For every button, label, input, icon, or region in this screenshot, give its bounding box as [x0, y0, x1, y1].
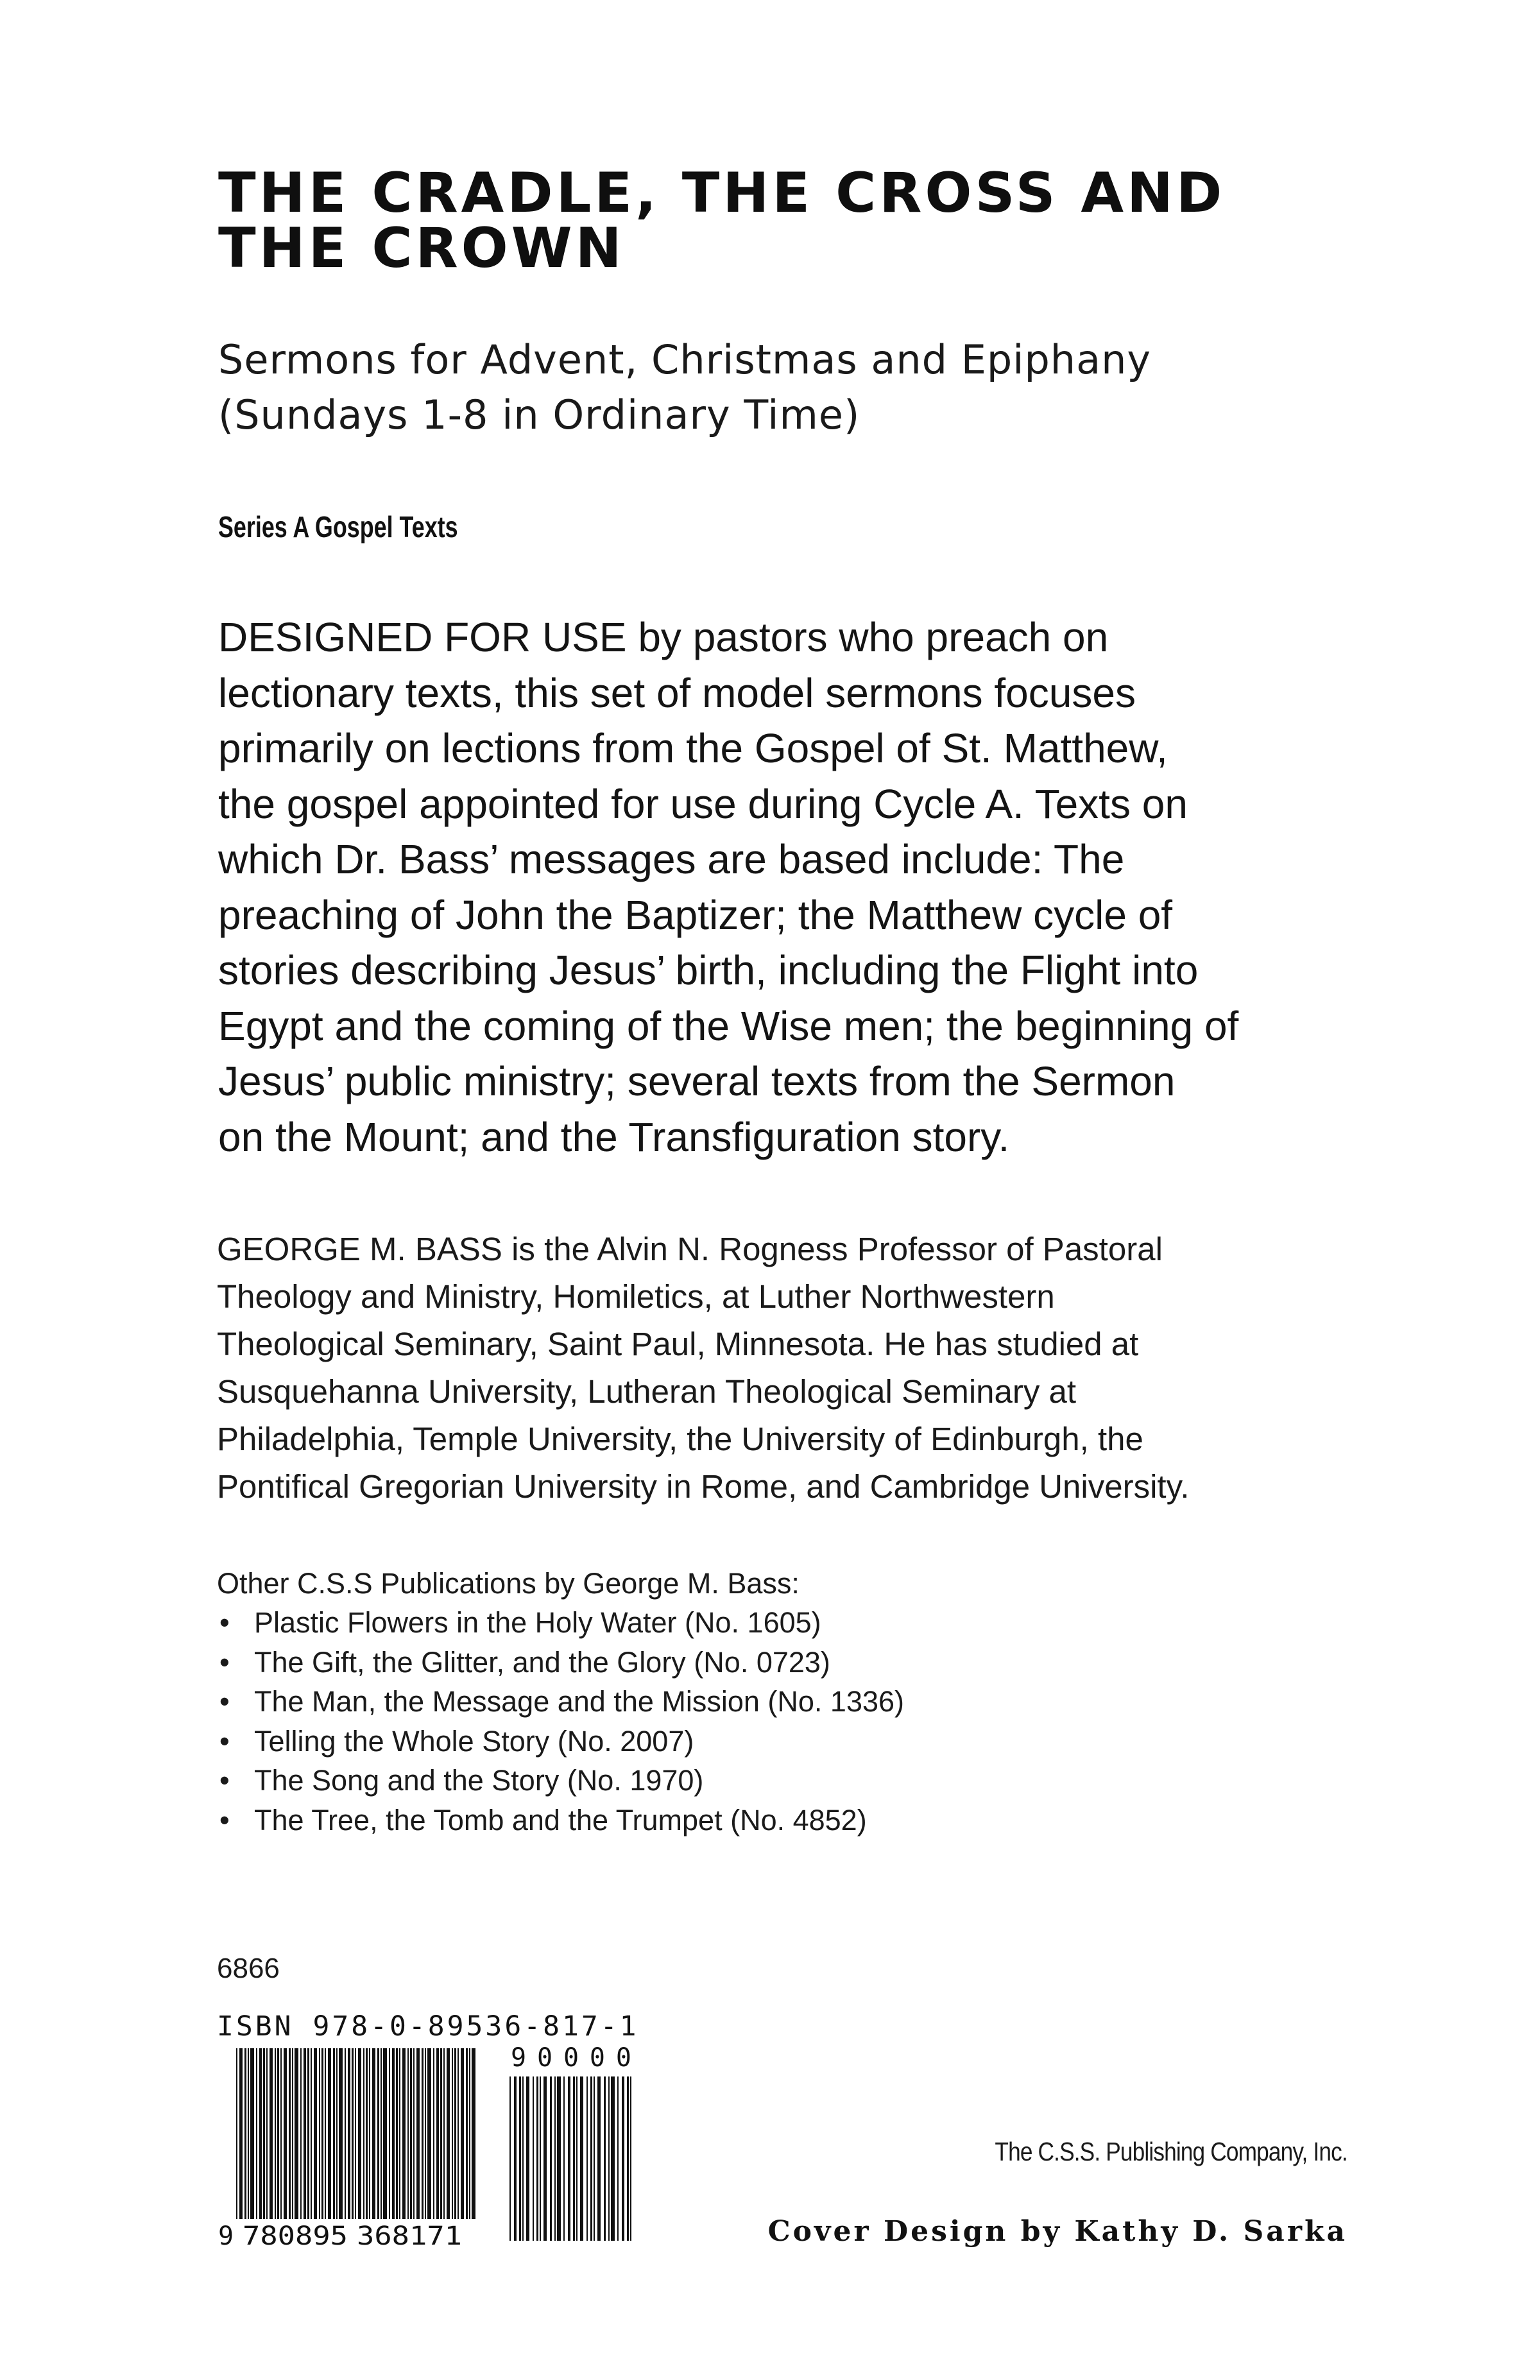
barcode-bar [452, 2048, 453, 2219]
barcode-bar [319, 2048, 320, 2219]
publication-item [217, 1643, 1308, 1682]
barcode-bar [295, 2048, 298, 2219]
bio-line: Theology and Ministry, Homiletics, at Luther Northwestern [217, 1278, 1055, 1315]
barcode-bar [248, 2048, 249, 2219]
barcode-bar [325, 2048, 326, 2219]
barcode-bar [540, 2076, 541, 2241]
barcode-bar [627, 2076, 629, 2241]
barcode-bar [355, 2048, 356, 2219]
barcode-bar [563, 2076, 565, 2241]
barcode-bar [526, 2076, 529, 2241]
barcode-bar [422, 2048, 424, 2219]
series-label: Series A Gospel Texts [218, 510, 458, 544]
subtitle-line-2: (Sundays 1-8 in Ordinary Time) [218, 391, 860, 438]
barcode-bar [458, 2048, 459, 2219]
isbn-text: ISBN 978-0-89536-817-1 [217, 2010, 639, 2042]
barcode-bar [472, 2048, 475, 2219]
bio-line: Susquehanna University, Lutheran Theological Seminary at [217, 1373, 1077, 1410]
barcode-bar [389, 2048, 390, 2219]
barcode-bar [586, 2076, 588, 2241]
barcode-bar [358, 2048, 361, 2219]
barcode-bar [392, 2048, 395, 2219]
barcode-bar [333, 2048, 335, 2219]
barcode-bar [573, 2076, 575, 2241]
barcode-bar [366, 2048, 368, 2219]
author-bio [217, 1226, 1346, 1511]
barcode-addon-bars [509, 2076, 631, 2241]
barcode-bar [348, 2048, 350, 2219]
bio-line: Pontifical Gregorian University in Rome, and Cambridge University. [217, 1468, 1190, 1505]
barcode-bar [300, 2048, 302, 2219]
barcode-bar [377, 2048, 379, 2219]
barcode-bar [522, 2076, 524, 2241]
barcode-bar [328, 2048, 331, 2219]
barcode-bar [416, 2048, 420, 2219]
publication-title: Plastic Flowers in the Holy Water (No. 1605) [254, 1606, 821, 1639]
publication-title: Telling the Whole Story (No. 2007) [254, 1724, 694, 1758]
barcode-bar [608, 2076, 610, 2241]
other-publications [217, 1564, 1308, 1840]
barcode-bar [611, 2076, 615, 2241]
publication-title: The Tree, the Tomb and the Trumpet (No. 4852) [254, 1803, 867, 1836]
barcode-bar [440, 2048, 442, 2219]
book-title-line-2: THE CROWN [218, 216, 625, 280]
description-line: lectionary texts, this set of model sermons focuses [218, 669, 1136, 716]
barcode-bar [576, 2076, 578, 2241]
barcode-bar [399, 2048, 400, 2219]
barcode-bar [369, 2048, 370, 2219]
publication-item [217, 1603, 1308, 1643]
barcode-bar [263, 2048, 265, 2219]
description-line: the gospel appointed for use during Cycle A. Texts on [218, 780, 1188, 827]
bullet-icon: • [219, 1685, 230, 1718]
description-line: DESIGNED FOR USE by pastors who preach on [218, 614, 1109, 660]
barcode-bar [543, 2076, 547, 2241]
barcode-bar [244, 2048, 246, 2219]
barcode-bar [339, 2048, 343, 2219]
book-title [218, 161, 1348, 280]
barcode-bar [413, 2048, 415, 2219]
barcode-bar [443, 2048, 445, 2219]
bullet-icon: • [219, 1803, 230, 1836]
publication-item [217, 1761, 1308, 1801]
barcode-bar [557, 2076, 561, 2241]
bio-line: GEORGE M. BASS is the Alvin N. Rogness Professor of Pastoral [217, 1231, 1163, 1267]
barcode-bar [304, 2048, 306, 2219]
bullet-icon: • [219, 1764, 230, 1797]
barcode-bar [307, 2048, 309, 2219]
barcode-bar [454, 2048, 456, 2219]
barcode-bar [630, 2076, 631, 2241]
barcode-price-code: 90000 [511, 2043, 631, 2073]
book-subtitle [218, 332, 1437, 443]
barcode-bar [407, 2048, 409, 2219]
cover-design-credit: Cover Design by Kathy D. Sarka [767, 2215, 1348, 2248]
bio-line: Theological Seminary, Saint Paul, Minnesota. He has studied at [217, 1326, 1139, 1362]
barcode-bar [425, 2048, 426, 2219]
barcode-left-digits: 780895 [243, 2222, 348, 2251]
barcode-bar [617, 2076, 619, 2241]
barcode-bar [311, 2048, 312, 2219]
publication-item [217, 1801, 1308, 1840]
book-title-line-1: THE CRADLE, THE CROSS AND [218, 161, 1226, 225]
barcode-bar [352, 2048, 354, 2219]
publication-title: The Song and the Story (No. 1970) [254, 1764, 704, 1797]
barcode-bar [433, 2048, 434, 2219]
bio-line: Philadelphia, Temple University, the University of Edinburgh, the [217, 1421, 1143, 1457]
barcode-bar [550, 2076, 552, 2241]
barcode-bar [590, 2076, 592, 2241]
description-line: Egypt and the coming of the Wise men; the beginning of [218, 1002, 1239, 1049]
barcode-bar [266, 2048, 268, 2219]
barcode-bar [466, 2048, 468, 2219]
publication-title: The Man, the Message and the Mission (No. 1336) [254, 1685, 905, 1718]
barcode-bar [554, 2076, 556, 2241]
barcode-bar [250, 2048, 254, 2219]
barcode-bar [363, 2048, 364, 2219]
publication-item [217, 1722, 1308, 1761]
barcode-bar [594, 2076, 595, 2241]
bullet-icon: • [219, 1606, 230, 1639]
barcode-bar [436, 2048, 439, 2219]
barcode-bar [604, 2076, 606, 2241]
barcode-bar [533, 2076, 534, 2241]
barcode-first-digit: 9 [218, 2222, 234, 2251]
bullet-icon: • [219, 1645, 230, 1679]
barcode-bars [236, 2048, 475, 2219]
barcode-bar [469, 2048, 470, 2219]
publisher-name: The C.S.S. Publishing Company, Inc. [995, 2137, 1348, 2166]
barcode-bar [292, 2048, 293, 2219]
barcode-bar [280, 2048, 282, 2219]
barcode-bar [284, 2048, 287, 2219]
description-line: preaching of John the Baptizer; the Matthew cycle of [218, 891, 1173, 938]
barcode-bar [239, 2048, 243, 2219]
description-paragraph [218, 610, 1360, 1165]
barcode-bar [372, 2048, 375, 2219]
barcode-bar [514, 2076, 517, 2241]
barcode-bar [536, 2076, 538, 2241]
description-line: stories describing Jesus’ birth, including the Flight into [218, 947, 1199, 993]
description-line: on the Mount; and the Transfiguration story. [218, 1113, 1010, 1160]
barcode-bar [447, 2048, 450, 2219]
barcode-bar [259, 2048, 262, 2219]
barcode-bar [277, 2048, 279, 2219]
barcode-bar [427, 2048, 431, 2219]
description-line: primarily on lections from the Gospel of St. Matthew, [218, 725, 1168, 771]
description-line: Jesus’ public ministry; several texts from the Sermon [218, 1058, 1176, 1104]
barcode-bar [314, 2048, 317, 2219]
barcode-bar [622, 2076, 624, 2241]
barcode-bar [321, 2048, 323, 2219]
barcode-bar [381, 2048, 382, 2219]
barcode-bar [509, 2076, 511, 2241]
description-line: which Dr. Bass’ messages are based include: The [218, 836, 1125, 882]
barcode-bar [289, 2048, 291, 2219]
barcode-bar [256, 2048, 257, 2219]
barcode-bar [396, 2048, 398, 2219]
barcode-bar [336, 2048, 338, 2219]
barcode-bar [270, 2048, 273, 2219]
barcode-bar [568, 2076, 570, 2241]
barcode-bar [580, 2076, 583, 2241]
barcode-bar [236, 2048, 237, 2219]
publications-list [217, 1603, 1308, 1840]
barcode-bar [345, 2048, 346, 2219]
publication-item [217, 1682, 1308, 1722]
barcode-bar [519, 2076, 521, 2241]
barcode [217, 2041, 640, 2252]
other-publications-heading: Other C.S.S Publications by George M. Bass: [217, 1567, 800, 1600]
barcode-bar [402, 2048, 406, 2219]
barcode-right-digits: 368171 [357, 2222, 462, 2251]
barcode-bar [410, 2048, 412, 2219]
subtitle-line-1: Sermons for Advent, Christmas and Epiphany [218, 336, 1152, 383]
barcode-bar [383, 2048, 387, 2219]
barcode-bar [461, 2048, 464, 2219]
item-number: 6866 [217, 1953, 280, 1984]
barcode-bar [597, 2076, 601, 2241]
bullet-icon: • [219, 1724, 230, 1758]
barcode-bar [275, 2048, 276, 2219]
publication-title: The Gift, the Glitter, and the Glory (No. 0723) [254, 1645, 830, 1679]
